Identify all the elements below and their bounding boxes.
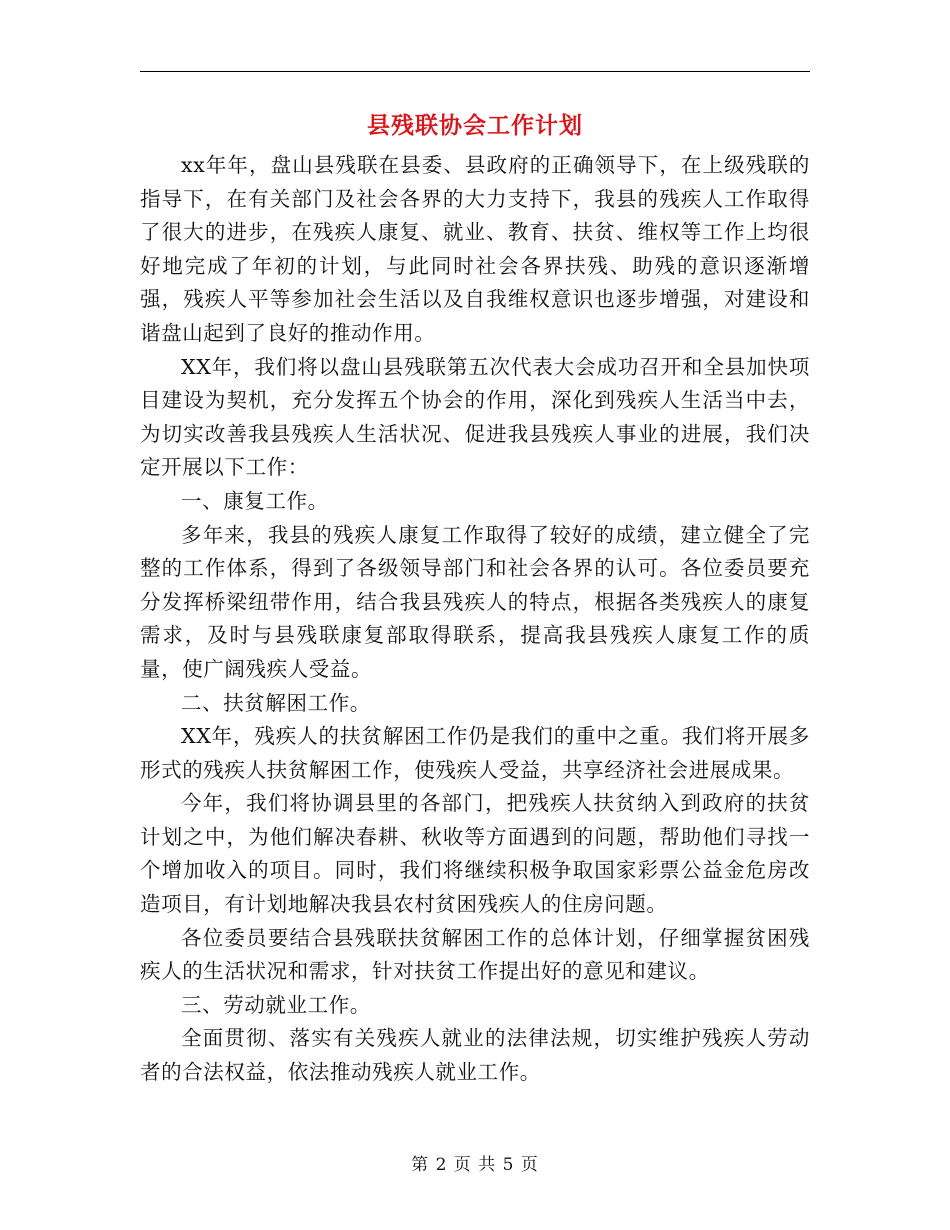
- section-heading-rehabilitation: 一、康复工作。: [181, 488, 329, 513]
- paragraph-poverty-relief-1: XX年，残疾人的扶贫解困工作仍是我们的重中之重。我们将开展多形式的残疾人扶贫解困工作，使残疾人受益，共享经济社会进展成果。: [140, 724, 810, 782]
- paragraph-intro: xx年年，盘山县残联在县委、县政府的正确领导下，在上级残联的指导下，在有关部门及社会各界的大力支持下，我县的残疾人工作取得了很大的进步，在残疾人康复、就业、教育、扶贫、维权等工作上均很好地完成了年初的计划，与此同时社会各界扶残、助残的意识逐渐增强，残疾人平等参加社会生活以及自我维权意识也逐步增强，对建设和谐盘山起到了良好的推动作用。: [140, 153, 810, 345]
- header-rule: [140, 71, 810, 72]
- paragraph-employment: 全面贯彻、落实有关残疾人就业的法律法规，切实维护残疾人劳动者的合法权益，依法推动残疾人就业工作。: [140, 1026, 810, 1085]
- section-heading-employment: 三、劳动就业工作。: [181, 992, 371, 1017]
- document-body: [140, 149, 810, 1090]
- section-heading-poverty-relief: 二、扶贫解困工作。: [181, 690, 371, 715]
- page-number-footer: 第 2 页 共 5 页: [411, 1155, 539, 1175]
- paragraph-poverty-relief-2: 今年，我们将协调县里的各部门，把残疾人扶贫纳入到政府的扶贫计划之中，为他们解决春耕、秋收等方面遇到的问题，帮助他们寻找一个增加收入的项目。同时，我们将继续积极争取国家彩票公益金危房改造项目，有计划地解决我县农村贫困残疾人的住房问题。: [140, 791, 810, 917]
- paragraph-poverty-relief-3: 各位委员要结合县残联扶贫解困工作的总体计划，仔细掌握贫困残疾人的生活状况和需求，针对扶贫工作提出好的意见和建议。: [140, 925, 810, 984]
- paragraph-plan: XX年，我们将以盘山县残联第五次代表大会成功召开和全县加快项目建设为契机，充分发挥五个协会的作用，深化到残疾人生活当中去，为切实改善我县残疾人生活状况、促进我县残疾人事业的进展，我们决定开展以下工作：: [140, 354, 810, 480]
- document-title: 县残联协会工作计划: [367, 112, 583, 139]
- paragraph-rehabilitation: 多年来，我县的残疾人康复工作取得了较好的成绩，建立健全了完整的工作体系，得到了各级领导部门和社会各界的认可。各位委员要充分发挥桥梁纽带作用，结合我县残疾人的特点，根据各类残疾人的康复需求，及时与县残联康复部取得联系，提高我县残疾人康复工作的质量，使广阔残疾人受益。: [140, 522, 810, 681]
